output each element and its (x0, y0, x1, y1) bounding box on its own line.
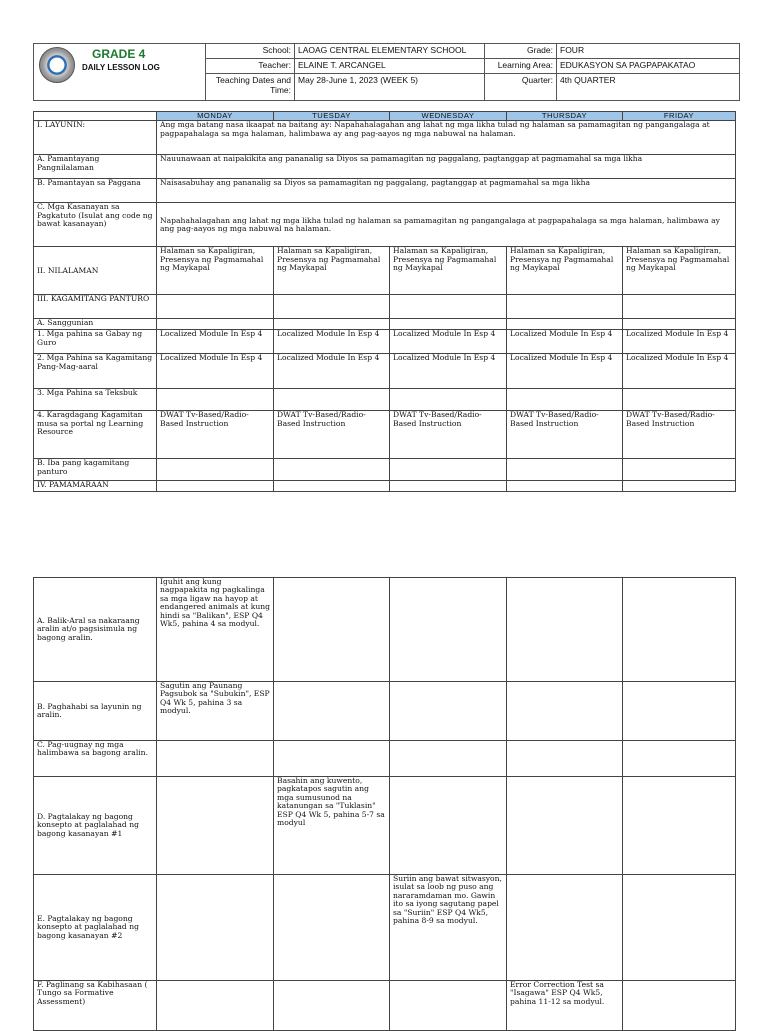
empty-cell (157, 459, 274, 481)
day-friday: FRIDAY (623, 112, 736, 121)
school-value: LAOAG CENTRAL ELEMENTARY SCHOOL (295, 44, 485, 59)
empty-cell (274, 389, 390, 411)
empty-cell (623, 578, 736, 682)
grade-label: Grade: (485, 44, 557, 59)
grade-value: FOUR (557, 44, 740, 59)
dwat-friday: DWAT Tv-Based/Radio-Based Instruction (623, 411, 736, 459)
grade-title: GRADE 4 (92, 47, 146, 61)
aaral-label: 2. Mga Pahina sa Kagamitang Pang-Mag-aaral (34, 354, 157, 389)
pamantayang-text: Nauunawaan at naipakikita ang pananalig sa Diyos sa pamamagitan ng paggalang, pagtanggap at pagmamahal sa mga likha (157, 155, 736, 179)
empty-cell (623, 481, 736, 492)
guro-friday: Localized Module In Esp 4 (623, 330, 736, 354)
aaral-wednesday: Localized Module In Esp 4 (390, 354, 507, 389)
nilalaman-thursday: Halaman sa Kapaligiran, Presensya ng Pagmamahal ng Maykapal (507, 247, 623, 295)
day-tuesday: TUESDAY (274, 112, 390, 121)
empty-cell (623, 777, 736, 875)
paggana-text: Naisasabuhay ang pananalig sa Diyos sa pamamagitan ng paggalang, pagtanggap at pagmamahal sa mga likha (157, 179, 736, 203)
empty-cell (390, 741, 507, 777)
paghahabi-label: B. Paghahabi sa layunin ng aralin. (34, 682, 157, 741)
empty-cell (274, 459, 390, 481)
nilalaman-label: II. NILALAMAN (34, 247, 157, 295)
empty-cell (623, 682, 736, 741)
area-label: Learning Area: (485, 59, 557, 74)
empty-cell (507, 777, 623, 875)
teksbuk-label: 3. Mga Pahina sa Teksbuk (34, 389, 157, 411)
guro-monday: Localized Module In Esp 4 (157, 330, 274, 354)
nilalaman-monday: Halaman sa Kapaligiran, Presensya ng Pagmamahal ng Maykapal (157, 247, 274, 295)
iba-label: B. Iba pang kagamitang panturo (34, 459, 157, 481)
sanggunian-label: A. Sanggunian (34, 319, 157, 330)
empty-cell (274, 295, 390, 319)
day-wednesday: WEDNESDAY (390, 112, 507, 121)
layunin-text: Ang mga batang nasa ikaapat na baitang ay: Napahahalagahan ang lahat ng mga likha tulad ng halaman sa pamamagitan ng pangangalaga at pagpapahalaga sa mga halaman, halimbawa ay ang pag-aayos ng mga nabuwal na halaman. (157, 121, 736, 155)
empty-cell (390, 389, 507, 411)
empty-cell (157, 319, 274, 330)
empty-cell (390, 777, 507, 875)
dwat-tuesday: DWAT Tv-Based/Radio-Based Instruction (274, 411, 390, 459)
dates-value: May 28-June 1, 2023 (WEEK 5) (295, 74, 485, 101)
kagamitan-label: III. KAGAMITANG PANTURO (34, 295, 157, 319)
deped-seal-icon (39, 47, 75, 83)
dwat-wednesday: DWAT Tv-Based/Radio-Based Instruction (390, 411, 507, 459)
empty-cell (623, 459, 736, 481)
balik-aral-label: A. Balik-Aral sa nakaraang aralin at/o pagsisimula ng bagong aralin. (34, 578, 157, 682)
empty-cell (623, 389, 736, 411)
empty-cell (507, 459, 623, 481)
kasanayan-label: C. Mga Kasanayan sa Pagkatuto (Isulat ang code ng bawat kasanayan) (34, 203, 157, 247)
karagdagang-label: 4. Karagdagang Kagamitan musa sa portal ng Learning Resource (34, 411, 157, 459)
aaral-thursday: Localized Module In Esp 4 (507, 354, 623, 389)
empty-cell (507, 875, 623, 981)
empty-cell (274, 875, 390, 981)
pag-uugnay-label: C. Pag-uugnay ng mga halimbawa sa bagong aralin. (34, 741, 157, 777)
teacher-label: Teacher: (206, 59, 295, 74)
empty-cell (157, 875, 274, 981)
empty-cell (507, 319, 623, 330)
layunin-label: I. LAYUNIN: (34, 121, 157, 155)
pagtalakay-2-wednesday: Suriin ang bawat sitwasyon, isulat sa loob ng puso ang nararamdaman mo. Gawin ito sa iyong sagutang papel sa "Suriin" ESP Q4 Wk5, pahina 8-9 sa modyul. (390, 875, 507, 981)
empty-cell (507, 578, 623, 682)
empty-cell (390, 682, 507, 741)
empty-cell (274, 578, 390, 682)
empty-cell (157, 777, 274, 875)
empty-cell (623, 875, 736, 981)
empty-cell (390, 981, 507, 1031)
nilalaman-tuesday: Halaman sa Kapaligiran, Presensya ng Pagmamahal ng Maykapal (274, 247, 390, 295)
empty-cell (274, 481, 390, 492)
day-thursday: THURSDAY (507, 112, 623, 121)
empty-cell (623, 319, 736, 330)
empty-cell (390, 319, 507, 330)
empty-cell (390, 459, 507, 481)
empty-cell (274, 741, 390, 777)
empty-cell (157, 389, 274, 411)
empty-cell (274, 682, 390, 741)
aaral-tuesday: Localized Module In Esp 4 (274, 354, 390, 389)
pagtalakay-1-label: D. Pagtalakay ng bagong konsepto at paglalahad ng bagong kasanayan #1 (34, 777, 157, 875)
aaral-friday: Localized Module In Esp 4 (623, 354, 736, 389)
quarter-value: 4th QUARTER (557, 74, 740, 101)
day-monday: MONDAY (157, 112, 274, 121)
empty-cell (507, 682, 623, 741)
pamamaraan-label: IV. PAMAMARAAN (34, 481, 157, 492)
area-value: EDUKASYON SA PAGPAPAKATAO (557, 59, 740, 74)
paglinang-thursday: Error Correction Test sa "Isagawa" ESP Q4 Wk5, pahina 11-12 sa modyul. (507, 981, 623, 1031)
empty-cell (390, 481, 507, 492)
dates-label: Teaching Dates and Time: (206, 74, 295, 101)
dwat-monday: DWAT Tv-Based/Radio-Based Instruction (157, 411, 274, 459)
empty-cell (274, 319, 390, 330)
guro-thursday: Localized Module In Esp 4 (507, 330, 623, 354)
pagtalakay-1-tuesday: Basahin ang kuwento, pagkatapos sagutin ang mga sumusunod na katanungan sa "Tuklasin" ESP Q4 Wk 5, pahina 5-7 sa modyul (274, 777, 390, 875)
empty-cell (623, 741, 736, 777)
kasanayan-text: Napahahalagahan ang lahat ng mga likha tulad ng halaman sa pamamagitan ng pangangalaga at pagpapahalaga sa mga halaman, halimbawa ay ang pag-aayos ng mga nabuwal na halaman. (157, 203, 736, 247)
empty-cell (274, 981, 390, 1031)
nilalaman-friday: Halaman sa Kapaligiran, Presensya ng Pagmamahal ng Maykapal (623, 247, 736, 295)
pamantayang-label: A. Pamantayang Pangnilalaman (34, 155, 157, 179)
empty-cell (390, 578, 507, 682)
balik-aral-monday: Iguhit ang kung nagpapakita ng pagkalinga sa mga ligaw na hayop at endangered animals at kung hindi sa "Balikan", ESP Q4 Wk5, pahina 4 sa modyul. (157, 578, 274, 682)
empty-cell (507, 481, 623, 492)
aaral-monday: Localized Module In Esp 4 (157, 354, 274, 389)
empty-cell (390, 295, 507, 319)
pagtalakay-2-label: E. Pagtalakay ng bagong konsepto at paglalahad ng bagong kasanayan #2 (34, 875, 157, 981)
logo-cell (34, 44, 206, 101)
empty-cell (507, 741, 623, 777)
paghahabi-monday: Sagutin ang Paunang Pagsubok sa "Subukin", ESP Q4 Wk 5, pahina 3 sa modyul. (157, 682, 274, 741)
empty-cell (623, 981, 736, 1031)
guro-label: 1. Mga pahina sa Gabay ng Guro (34, 330, 157, 354)
paggana-label: B. Pamantayan sa Paggana (34, 179, 157, 203)
paglinang-label: F. Paglinang sa Kabihasaan ( Tungo sa Formative Assessment) (34, 981, 157, 1031)
empty-cell (157, 741, 274, 777)
teacher-value: ELAINE T. ARCANGEL (295, 59, 485, 74)
lesson-grid-top (33, 111, 736, 492)
empty-cell (507, 295, 623, 319)
quarter-label: Quarter: (485, 74, 557, 101)
guro-wednesday: Localized Module In Esp 4 (390, 330, 507, 354)
empty-cell (157, 981, 274, 1031)
empty-cell (157, 481, 274, 492)
lesson-grid-bottom (33, 577, 736, 1031)
empty-cell (623, 295, 736, 319)
empty-cell (507, 389, 623, 411)
dwat-thursday: DWAT Tv-Based/Radio-Based Instruction (507, 411, 623, 459)
school-label: School: (206, 44, 295, 59)
guro-tuesday: Localized Module In Esp 4 (274, 330, 390, 354)
empty-cell (157, 295, 274, 319)
header-table (33, 43, 740, 101)
nilalaman-wednesday: Halaman sa Kapaligiran, Presensya ng Pagmamahal ng Maykapal (390, 247, 507, 295)
corner-cell (34, 112, 157, 121)
log-title: DAILY LESSON LOG (82, 63, 160, 72)
